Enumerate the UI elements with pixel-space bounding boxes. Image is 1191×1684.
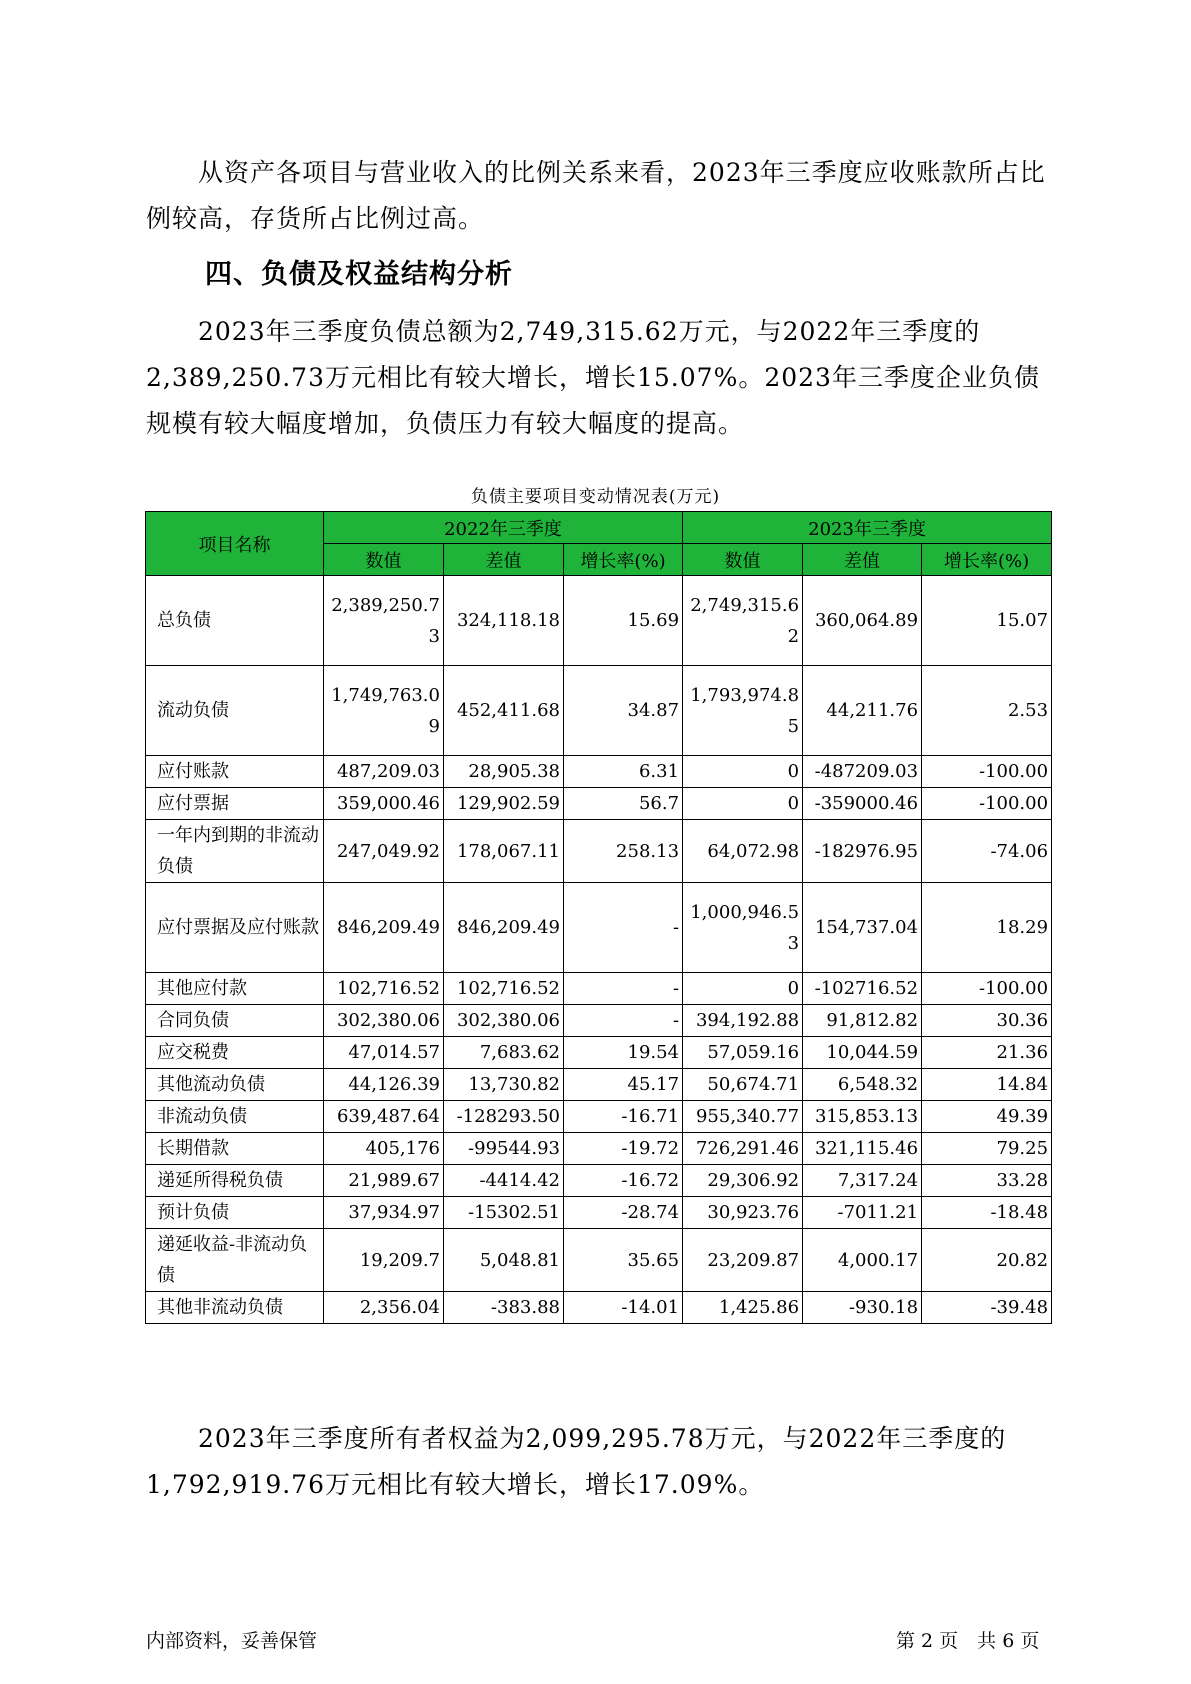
cell-item-name: 其他流动负债: [146, 1069, 324, 1101]
cell-diff-2022: 102,716.52: [444, 973, 564, 1005]
paragraph-line: 1,792,919.76万元相比有较大增长，增长17.09%。: [146, 1470, 765, 1499]
cell-diff-2022: 846,209.49: [444, 883, 564, 973]
cell-diff-2022: -383.88: [444, 1292, 564, 1324]
cell-growth-2023: 49.39: [922, 1101, 1052, 1133]
cell-growth-2023: -39.48: [922, 1292, 1052, 1324]
cell-value-2023: 0: [683, 756, 803, 788]
table-row: [146, 1133, 1052, 1165]
cell-value-2022: 846,209.49: [324, 883, 444, 973]
cell-diff-2022: 5,048.81: [444, 1229, 564, 1292]
cell-item-name: 递延所得税负债: [146, 1165, 324, 1197]
paragraph-equity: [146, 1416, 1051, 1508]
cell-diff-2022: -99544.93: [444, 1133, 564, 1165]
cell-diff-2022: 13,730.82: [444, 1069, 564, 1101]
cell-growth-2023: 20.82: [922, 1229, 1052, 1292]
paragraph-asset-ratio: [146, 150, 1051, 242]
cell-diff-2023: -930.18: [803, 1292, 922, 1324]
cell-growth-2022: 45.17: [564, 1069, 683, 1101]
cell-growth-2022: 56.7: [564, 788, 683, 820]
cell-diff-2023: -102716.52: [803, 973, 922, 1005]
header-diff-2022: 差值: [444, 544, 564, 576]
cell-growth-2023: -100.00: [922, 973, 1052, 1005]
cell-value-2022: 487,209.03: [324, 756, 444, 788]
table-row: [146, 1101, 1052, 1133]
table-row: [146, 1069, 1052, 1101]
cell-item-name: 应付账款: [146, 756, 324, 788]
cell-value-2023: 0: [683, 973, 803, 1005]
cell-diff-2023: 6,548.32: [803, 1069, 922, 1101]
table-row: [146, 883, 1052, 973]
cell-growth-2022: 35.65: [564, 1229, 683, 1292]
paragraph-line: 2,389,250.73万元相比有较大增长，增长15.07%。2023年三季度企业负债: [146, 363, 1040, 392]
cell-diff-2022: 324,118.18: [444, 576, 564, 666]
table-row: [146, 756, 1052, 788]
cell-growth-2023: 30.36: [922, 1005, 1052, 1037]
cell-value-2022: 44,126.39: [324, 1069, 444, 1101]
cell-item-name: 应付票据: [146, 788, 324, 820]
cell-diff-2023: 360,064.89: [803, 576, 922, 666]
table-row: [146, 973, 1052, 1005]
cell-value-2023: 1,425.86: [683, 1292, 803, 1324]
cell-value-2023: 30,923.76: [683, 1197, 803, 1229]
cell-growth-2022: 19.54: [564, 1037, 683, 1069]
cell-value-2022: 2,389,250.73: [324, 576, 444, 666]
footer-page-number: 第 2 页 共 6 页: [896, 1630, 1040, 1652]
cell-growth-2023: -100.00: [922, 756, 1052, 788]
cell-growth-2022: -19.72: [564, 1133, 683, 1165]
cell-diff-2023: -7011.21: [803, 1197, 922, 1229]
table-row: [146, 820, 1052, 883]
cell-growth-2022: -: [564, 1005, 683, 1037]
cell-item-name: 总负债: [146, 576, 324, 666]
cell-growth-2022: -16.71: [564, 1101, 683, 1133]
cell-value-2022: 2,356.04: [324, 1292, 444, 1324]
header-period-2022: 2022年三季度: [324, 512, 683, 544]
header-item-name: 项目名称: [146, 512, 324, 576]
table-row: [146, 788, 1052, 820]
cell-growth-2023: 14.84: [922, 1069, 1052, 1101]
cell-value-2023: 1,793,974.85: [683, 666, 803, 756]
cell-diff-2023: -182976.95: [803, 820, 922, 883]
cell-item-name: 应付票据及应付账款: [146, 883, 324, 973]
cell-diff-2023: 44,211.76: [803, 666, 922, 756]
cell-item-name: 其他非流动负债: [146, 1292, 324, 1324]
cell-value-2022: 247,049.92: [324, 820, 444, 883]
paragraph-line: 例较高，存货所占比例过高。: [146, 204, 485, 233]
table-caption: 负债主要项目变动情况表(万元): [470, 487, 721, 507]
cell-value-2023: 0: [683, 788, 803, 820]
liabilities-table: [145, 511, 1052, 1324]
cell-growth-2022: -28.74: [564, 1197, 683, 1229]
cell-growth-2022: -14.01: [564, 1292, 683, 1324]
table-row: [146, 1037, 1052, 1069]
cell-growth-2022: 15.69: [564, 576, 683, 666]
header-growth-2023: 增长率(%): [922, 544, 1052, 576]
cell-value-2022: 102,716.52: [324, 973, 444, 1005]
cell-value-2023: 57,059.16: [683, 1037, 803, 1069]
cell-value-2023: 23,209.87: [683, 1229, 803, 1292]
cell-growth-2022: -: [564, 883, 683, 973]
cell-item-name: 其他应付款: [146, 973, 324, 1005]
cell-diff-2023: 7,317.24: [803, 1165, 922, 1197]
cell-diff-2022: 28,905.38: [444, 756, 564, 788]
cell-value-2023: 50,674.71: [683, 1069, 803, 1101]
header-diff-2023: 差值: [803, 544, 922, 576]
cell-growth-2023: -18.48: [922, 1197, 1052, 1229]
cell-growth-2022: -16.72: [564, 1165, 683, 1197]
header-period-2023: 2023年三季度: [683, 512, 1052, 544]
cell-diff-2023: 91,812.82: [803, 1005, 922, 1037]
cell-growth-2023: 21.36: [922, 1037, 1052, 1069]
cell-value-2023: 955,340.77: [683, 1101, 803, 1133]
header-value-2023: 数值: [683, 544, 803, 576]
cell-growth-2022: -: [564, 973, 683, 1005]
cell-value-2023: 64,072.98: [683, 820, 803, 883]
cell-growth-2022: 34.87: [564, 666, 683, 756]
cell-growth-2022: 6.31: [564, 756, 683, 788]
cell-diff-2022: 452,411.68: [444, 666, 564, 756]
cell-growth-2023: 18.29: [922, 883, 1052, 973]
table-body: [146, 576, 1052, 1324]
cell-value-2022: 302,380.06: [324, 1005, 444, 1037]
cell-diff-2023: -359000.46: [803, 788, 922, 820]
cell-item-name: 流动负债: [146, 666, 324, 756]
header-growth-2022: 增长率(%): [564, 544, 683, 576]
cell-diff-2023: 321,115.46: [803, 1133, 922, 1165]
cell-diff-2022: 178,067.11: [444, 820, 564, 883]
table-row: [146, 576, 1052, 666]
paragraph-liabilities: [146, 309, 1051, 447]
cell-value-2022: 37,934.97: [324, 1197, 444, 1229]
cell-item-name: 合同负债: [146, 1005, 324, 1037]
cell-diff-2023: 4,000.17: [803, 1229, 922, 1292]
cell-item-name: 长期借款: [146, 1133, 324, 1165]
paragraph-line: 从资产各项目与营业收入的比例关系来看，2023年三季度应收账款所占比: [198, 158, 1046, 187]
cell-value-2023: 726,291.46: [683, 1133, 803, 1165]
cell-value-2022: 19,209.7: [324, 1229, 444, 1292]
cell-value-2022: 639,487.64: [324, 1101, 444, 1133]
cell-growth-2023: -100.00: [922, 788, 1052, 820]
cell-value-2022: 1,749,763.09: [324, 666, 444, 756]
table-row: [146, 1229, 1052, 1292]
paragraph-line: 规模有较大幅度增加，负债压力有较大幅度的提高。: [146, 409, 745, 438]
paragraph-line: 2023年三季度所有者权益为2,099,295.78万元，与2022年三季度的: [198, 1424, 1007, 1453]
table-row: [146, 1292, 1052, 1324]
cell-diff-2023: 10,044.59: [803, 1037, 922, 1069]
cell-diff-2022: 129,902.59: [444, 788, 564, 820]
cell-growth-2022: 258.13: [564, 820, 683, 883]
cell-growth-2023: -74.06: [922, 820, 1052, 883]
paragraph-line: 2023年三季度负债总额为2,749,315.62万元，与2022年三季度的: [198, 317, 981, 346]
cell-value-2022: 359,000.46: [324, 788, 444, 820]
cell-growth-2023: 79.25: [922, 1133, 1052, 1165]
table-row: [146, 1005, 1052, 1037]
table-row: [146, 1165, 1052, 1197]
footer-note: 内部资料，妥善保管: [146, 1630, 318, 1652]
cell-item-name: 非流动负债: [146, 1101, 324, 1133]
cell-diff-2023: -487209.03: [803, 756, 922, 788]
cell-growth-2023: 33.28: [922, 1165, 1052, 1197]
cell-value-2023: 394,192.88: [683, 1005, 803, 1037]
cell-diff-2022: -128293.50: [444, 1101, 564, 1133]
cell-value-2023: 29,306.92: [683, 1165, 803, 1197]
cell-diff-2022: 302,380.06: [444, 1005, 564, 1037]
cell-item-name: 预计负债: [146, 1197, 324, 1229]
cell-diff-2022: -15302.51: [444, 1197, 564, 1229]
header-value-2022: 数值: [324, 544, 444, 576]
cell-diff-2022: 7,683.62: [444, 1037, 564, 1069]
table-row: [146, 666, 1052, 756]
table-row: [146, 1197, 1052, 1229]
cell-value-2022: 47,014.57: [324, 1037, 444, 1069]
cell-value-2022: 21,989.67: [324, 1165, 444, 1197]
cell-growth-2023: 2.53: [922, 666, 1052, 756]
cell-diff-2023: 154,737.04: [803, 883, 922, 973]
cell-diff-2022: -4414.42: [444, 1165, 564, 1197]
cell-value-2023: 2,749,315.62: [683, 576, 803, 666]
cell-value-2023: 1,000,946.53: [683, 883, 803, 973]
cell-item-name: 应交税费: [146, 1037, 324, 1069]
section-heading: 四、负债及权益结构分析: [205, 259, 513, 290]
cell-growth-2023: 15.07: [922, 576, 1052, 666]
cell-item-name: 一年内到期的非流动负债: [146, 820, 324, 883]
cell-value-2022: 405,176: [324, 1133, 444, 1165]
cell-item-name: 递延收益-非流动负债: [146, 1229, 324, 1292]
cell-diff-2023: 315,853.13: [803, 1101, 922, 1133]
